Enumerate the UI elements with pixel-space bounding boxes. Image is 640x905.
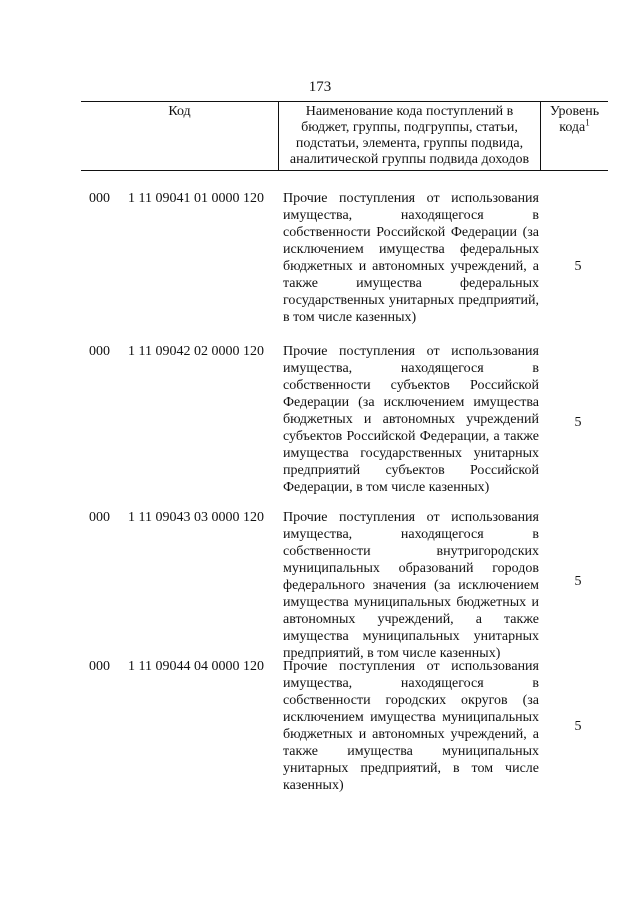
- header-level: [541, 102, 608, 170]
- admin-code: 000: [89, 659, 110, 674]
- header-code: [81, 102, 279, 170]
- header-level-label: Уровень кода: [549, 104, 600, 135]
- header-level-footnote: 1: [585, 117, 590, 128]
- income-name: Прочие поступления от использования имущества, находящегося в собственности субъектов Российской Федерации (за исключением имущества бюджетных и автономных учреждений субъектов Российской Федерации, а также имущества государственных унитарных предприятий субъектов Российской Федерации, в том числе казенных): [283, 344, 539, 495]
- page-number: 173: [308, 79, 332, 95]
- code-level: 5: [574, 574, 582, 589]
- income-code: 1 11 09042 02 0000 120: [128, 344, 264, 359]
- table-header: [81, 101, 608, 171]
- code-level: 5: [574, 259, 582, 274]
- admin-code: 000: [89, 344, 110, 359]
- income-name: Прочие поступления от использования имущества, находящегося в собственности Российской Федерации (за исключением имущества федеральных бюджетных и автономных учреждений, а также имущества федеральных государственных унитарных предприятий, в том числе казенных): [283, 191, 539, 325]
- income-name: Прочие поступления от использования имущества, находящегося в собственности внутригородских муниципальных образований городов федерального значения (за исключением имущества муниципальных бюджетных и автономных учреждений, а также имущества муниципальных унитарных предприятий, в том числе казенных): [283, 510, 539, 661]
- income-code: 1 11 09044 04 0000 120: [128, 659, 264, 674]
- admin-code: 000: [89, 510, 110, 525]
- income-code: 1 11 09041 01 0000 120: [128, 191, 264, 206]
- income-name: Прочие поступления от использования имущества, находящегося в собственности городских округов (за исключением имущества муниципальных бюджетных и автономных учреждений, а также имущества муниципальных унитарных предприятий, в том числе казенных): [283, 659, 539, 793]
- header-name-label: Наименование кода поступлений в бюджет, группы, подгруппы, статьи, подстатьи, элемента, группы подвида, аналитической группы подвида доходов: [289, 104, 530, 167]
- header-code-label: Код: [168, 104, 191, 119]
- admin-code: 000: [89, 191, 110, 206]
- code-level: 5: [574, 415, 582, 430]
- code-level: 5: [574, 719, 582, 734]
- header-name: [279, 102, 541, 170]
- income-code: 1 11 09043 03 0000 120: [128, 510, 264, 525]
